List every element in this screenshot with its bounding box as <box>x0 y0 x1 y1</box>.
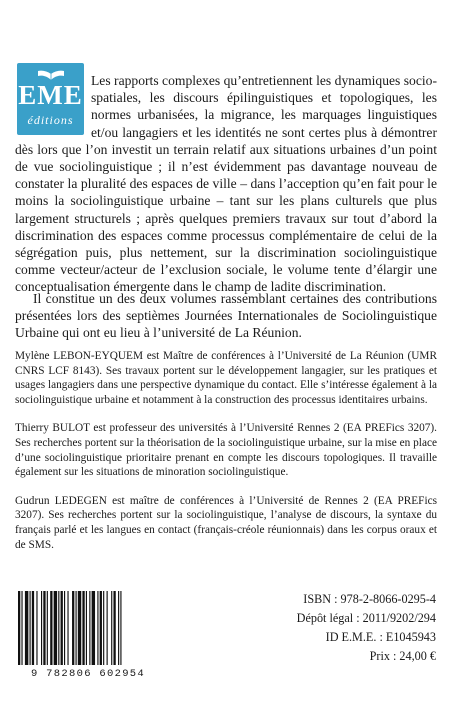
barcode-digits: 9 782806 602954 <box>30 668 145 680</box>
barcode-bar <box>50 591 52 665</box>
barcode-bar <box>32 591 34 665</box>
barcode-bar <box>118 591 119 665</box>
barcode-bar <box>21 591 22 665</box>
barcode-bar <box>25 591 28 665</box>
barcode-bar <box>76 591 77 665</box>
barcode-bar <box>97 591 98 665</box>
bio-lebon-eyquem: Mylène LEBON-EYQUEM est Maître de conférences à l’Université de La Réunion (UMR CNRS LCF 8143). Ses travaux portent sur le développement langagier, sur les pratiques et usages langagiers dans une perspective dynamique du contact. Elle s’intéresse également à la sociolinguistique urbaine et notamment à la construction des processus identitaires urbains. <box>15 350 437 406</box>
barcode-bar <box>67 591 68 665</box>
barcode-bar <box>18 591 20 665</box>
isbn: ISBN : 978-2-8066-0295-4 <box>303 592 436 606</box>
barcode-bar <box>54 591 57 665</box>
barcode-bar <box>47 591 48 665</box>
barcode-bar <box>86 591 87 665</box>
logo-brand: EME <box>18 80 83 110</box>
barcode-bar <box>78 591 81 665</box>
barcode-bar <box>72 591 74 665</box>
barcode-bar <box>120 591 121 665</box>
barcode-bar <box>111 591 112 665</box>
depot-legal: Dépôt légal : 2011/9202/294 <box>296 611 436 625</box>
barcode-bar <box>64 591 65 665</box>
barcode-bar <box>113 591 115 665</box>
main-paragraph: Les rapports complexes qu’entretiennent les dynamiques socio-spatiales, les discours épilinguistiques et topologiques, les normes urbanisées, la migrance, les marquages linguistiques et/ou langagiers et les identités ne sont certes plus à démontrer dès lors que l’on investit un terrain relatif aux situations urbaines d’un point de vue sociolinguistique ; il n’est évidemment pas davantage nouveau de constater la pluralité des espaces de ville – dans l’acception qu’en fait pour le moins la sociolinguistique urbaine – tant sur les plans culturels que plus largement structurels ; après quelques premiers travaux sur tout d’abord la discrimination des espaces comme processus complémentaire de celui de la ségrégation puis, plus nettement, sur la discrimination sociolinguistique comme vecteur/acteur de l’exclusion sociale, le volume tente d’élargir une conceptualisation émergente dans le champ de ladite discrimination. <box>15 73 437 295</box>
barcode-bar <box>58 591 59 665</box>
main-paragraph-block <box>15 72 437 296</box>
barcode-bar <box>36 591 37 665</box>
eme-id: ID E.M.E. : E1045943 <box>325 630 436 644</box>
barcode-bar <box>103 591 104 665</box>
book-info <box>216 590 436 666</box>
barcode-bar <box>43 591 45 665</box>
second-paragraph: Il constitue un des deux volumes rassemblant certaines des contributions présentées lors des septièmes Journées Internationales de Sociolinguistique Urbaine qui ont eu lieu à l’université de La Réunion. <box>15 291 437 341</box>
barcode-bar <box>30 591 31 665</box>
barcode <box>14 591 162 679</box>
barcode-bar <box>100 591 102 665</box>
price: Prix : 24,00 € <box>369 649 436 663</box>
barcode-bar <box>61 591 63 665</box>
barcode-bar <box>82 591 84 665</box>
author-bios <box>15 349 437 566</box>
bio-bulot: Thierry BULOT est professeur des universités à l’Université Rennes 2 (EA PREFics 3207). Ses recherches portent sur la théorisation de la sociolinguistique urbaine, sur la mise en place d’une sociolinguistique prioritaire prenant en compte les discours topologiques. Il travaille également sur les situations de minoration sociolinguistique. <box>15 422 437 479</box>
logo-subtitle: éditions <box>27 113 74 127</box>
barcode-bar <box>107 591 108 665</box>
barcode-bar <box>92 591 95 665</box>
barcode-bar <box>41 591 42 665</box>
bio-ledegen: Gudrun LEDEGEN est maître de conférences à l’Université de Rennes 2 (EA PREFics 3207). Ses recherches portent sur la sociolinguistique, l’analyse de discours, la syntaxe du français parlé et les langues en contact (français-créole réunionnais) dans les corpus oraux et de SMS. <box>15 494 437 551</box>
barcode-bar <box>89 591 90 665</box>
